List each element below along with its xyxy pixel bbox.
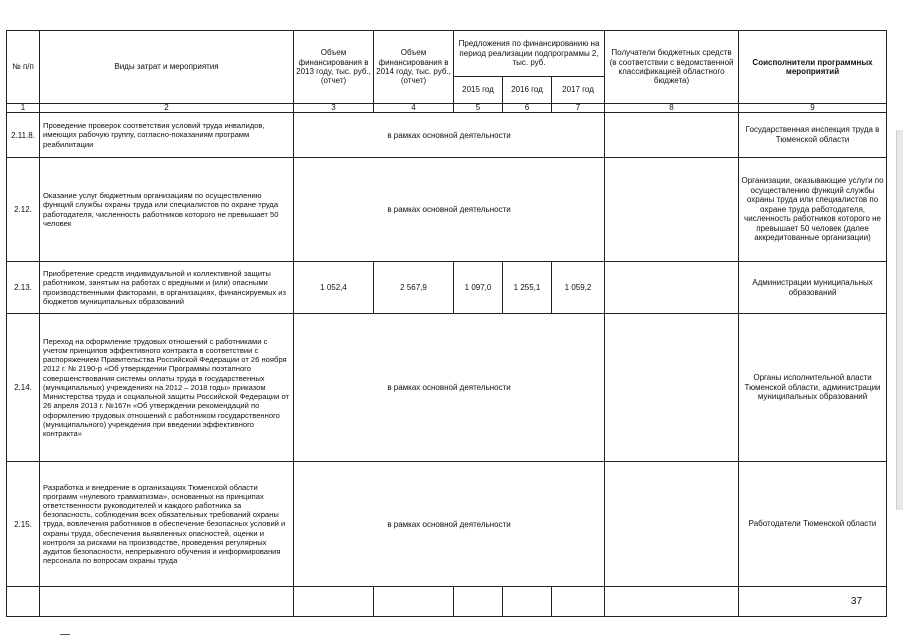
row-executors: Государственная инспекция труда в Тюменской области [739, 113, 887, 158]
row-activity: Разработка и внедрение в организациях Тюменской области программ «нулевого травматизма», основанных на принципах ответственности руководителей и каждого работника за безопасность, соблюдения всех обязательных требований охраны труда, вовлечения работников в обеспечение безопасных условий и охраны труда, обеспечения выявленных опасностей, оценки и контроля за рисками на производстве, проведения регулярных аудитов безопасности, непрерывного обучения и информирования персонала по вопросам охраны труда [40, 462, 294, 587]
header-proposals: Предложения по финансированию на период реализации подпрограммы 2, тыс. руб. [454, 31, 605, 77]
header-types: Виды затрат и мероприятия [40, 31, 294, 104]
row-value-2016: 1 255,1 [503, 262, 552, 314]
scan-mark [60, 634, 70, 635]
row-value-2013: 1 052,4 [294, 262, 374, 314]
row-financing: в рамках основной деятельности [294, 113, 605, 158]
table-row [7, 314, 887, 462]
row-number: 2.14. [7, 314, 40, 462]
header-num: № п/п [7, 31, 40, 104]
colnum-1: 1 [7, 104, 40, 113]
colnum-6: 6 [503, 104, 552, 113]
row-activity: Проведение проверок соответствия условий труда инвалидов, имеющих рабочую группу, согласно-показаниям программ реабилитации [40, 113, 294, 158]
row-number: 2.12. [7, 158, 40, 262]
table-row [7, 158, 887, 262]
table-row-footer [7, 587, 887, 617]
financing-table [6, 30, 887, 617]
colnum-7: 7 [552, 104, 605, 113]
row-executors: Администрации муниципальных образований [739, 262, 887, 314]
colnum-5: 5 [454, 104, 503, 113]
row-executors: Органы исполнительной власти Тюменской области, администрации муниципальных образований [739, 314, 887, 462]
row-activity: Оказание услуг бюджетным организациям по осуществлению функций службы охраны труда или специалистов по охране труда работодателя, численность работников которого не превышает 50 человек [40, 158, 294, 262]
row-activity: Приобретение средств индивидуальной и коллективной защиты работником, занятым на работах с вредными и (или) опасными производственными факторами, в организациях, финансируемых из бюджетов муниципальных образований [40, 262, 294, 314]
colnum-9: 9 [739, 104, 887, 113]
row-recipients [605, 158, 739, 262]
header-2016: 2016 год [503, 77, 552, 104]
row-executors: Работодатели Тюменской области [739, 462, 887, 587]
header-executors: Соисполнители программных мероприятий [739, 31, 887, 104]
header-2015: 2015 год [454, 77, 503, 104]
table-row [7, 462, 887, 587]
row-recipients [605, 113, 739, 158]
row-number: 2.11.8. [7, 113, 40, 158]
row-financing: в рамках основной деятельности [294, 158, 605, 262]
colnum-4: 4 [374, 104, 454, 113]
row-activity: Переход на оформление трудовых отношений с работниками с учетом принципов эффективного контракта в соответствии с распоряжением Правительства Российской Федерации от 26 ноября 2012 г. № 2190-р «Об утверждении Программы поэтапного совершенствования системы оплаты труда в государственных (муниципальных) учреждениях на 2012 – 2018 годы» приказом Министерства труда и социальной защиты Российской Федерации от 26 апреля 2013 г. №167н «Об утверждении рекомендаций по оформлению трудовых отношений с работником государственного (муниципального) учреждения при введении эффективного контракта» [40, 314, 294, 462]
scan-binding-edge [896, 130, 903, 510]
row-number: 2.15. [7, 462, 40, 587]
colnum-8: 8 [605, 104, 739, 113]
row-recipients [605, 262, 739, 314]
colnum-3: 3 [294, 104, 374, 113]
header-2017: 2017 год [552, 77, 605, 104]
colnum-2: 2 [40, 104, 294, 113]
table-row [7, 113, 887, 158]
header-2014: Объем финансирования в 2014 году, тыс. руб., (отчет) [374, 31, 454, 104]
page-number: 37 [739, 587, 887, 617]
row-financing: в рамках основной деятельности [294, 462, 605, 587]
row-value-2014: 2 567,9 [374, 262, 454, 314]
row-financing: в рамках основной деятельности [294, 314, 605, 462]
row-recipients [605, 314, 739, 462]
row-recipients [605, 462, 739, 587]
header-recipients: Получатели бюджетных средств (в соответствии с ведомственной классификацией областного бюджета) [605, 31, 739, 104]
header-2013: Объем финансирования в 2013 году, тыс. руб., (отчет) [294, 31, 374, 104]
row-number: 2.13. [7, 262, 40, 314]
row-value-2015: 1 097,0 [454, 262, 503, 314]
row-value-2017: 1 059,2 [552, 262, 605, 314]
row-executors: Организации, оказывающие услуги по осуществлению функций службы охраны труда или специалистов по охране труда работодателя, численность работников которого не превышает 50 человек (далее аккредитованные организации) [739, 158, 887, 262]
table-row [7, 262, 887, 314]
